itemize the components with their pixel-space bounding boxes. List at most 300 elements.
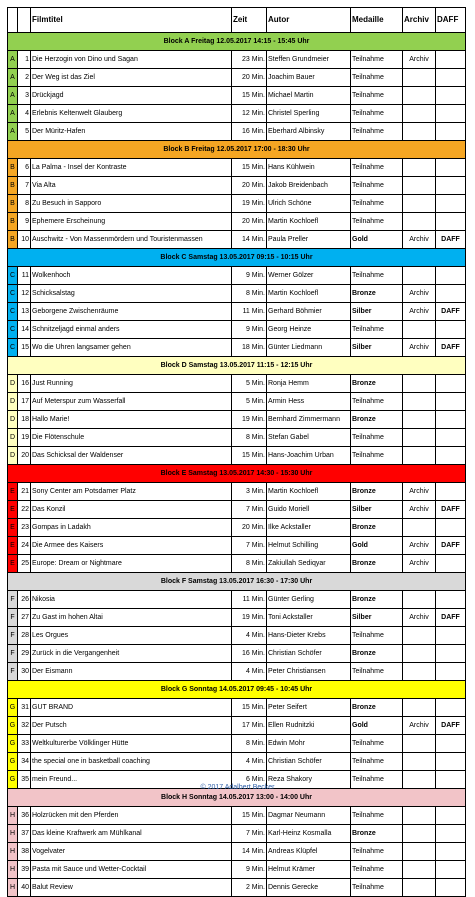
film-number: 34 [18, 753, 31, 771]
film-number: 18 [18, 411, 31, 429]
film-author: Bernhard Zimmermann [267, 411, 351, 429]
film-duration: 15 Min. [232, 447, 267, 465]
film-daff [436, 375, 466, 393]
film-number: 19 [18, 429, 31, 447]
film-daff [436, 807, 466, 825]
film-author: Ronja Hemm [267, 375, 351, 393]
film-duration: 9 Min. [232, 267, 267, 285]
film-archive [403, 267, 436, 285]
film-number: 15 [18, 339, 31, 357]
film-row [8, 843, 466, 861]
copyright-footer: © 2017 Adalbert Becker [200, 784, 275, 791]
film-archive [403, 735, 436, 753]
film-number: 13 [18, 303, 31, 321]
block-letter: A [8, 87, 18, 105]
film-author: Dennis Gerecke [267, 879, 351, 897]
film-author: Edwin Mohr [267, 735, 351, 753]
film-archive: Archiv [403, 285, 436, 303]
film-author: Martin Kochloefl [267, 483, 351, 501]
film-medal: Teilnahme [351, 753, 403, 771]
film-row [8, 375, 466, 393]
film-duration: 4 Min. [232, 753, 267, 771]
film-number: 4 [18, 105, 31, 123]
film-daff [436, 321, 466, 339]
block-letter: D [8, 447, 18, 465]
film-title: Das Schicksal der Waldenser [31, 447, 232, 465]
film-archive [403, 825, 436, 843]
film-archive [403, 105, 436, 123]
film-duration: 7 Min. [232, 537, 267, 555]
film-archive [403, 159, 436, 177]
film-medal: Bronze [351, 519, 403, 537]
film-row [8, 537, 466, 555]
film-number: 9 [18, 213, 31, 231]
film-row [8, 591, 466, 609]
film-author: Reza Shakory [267, 771, 351, 789]
film-duration: 11 Min. [232, 303, 267, 321]
film-title: Der Müritz-Hafen [31, 123, 232, 141]
film-row [8, 87, 466, 105]
block-letter: C [8, 285, 18, 303]
block-letter: D [8, 429, 18, 447]
film-author: Helmut Krämer [267, 861, 351, 879]
film-daff [436, 123, 466, 141]
film-archive [403, 627, 436, 645]
film-medal: Bronze [351, 285, 403, 303]
film-row [8, 69, 466, 87]
film-daff [436, 177, 466, 195]
film-title: Gompas in Ladakh [31, 519, 232, 537]
block-letter: H [8, 879, 18, 897]
film-number: 20 [18, 447, 31, 465]
film-daff [436, 627, 466, 645]
film-row [8, 519, 466, 537]
film-daff [436, 753, 466, 771]
film-medal: Bronze [351, 483, 403, 501]
film-author: Martin Kochloefl [267, 285, 351, 303]
film-daff: DAFF [436, 717, 466, 735]
header-empty-cell [18, 8, 31, 33]
film-number: 6 [18, 159, 31, 177]
film-row [8, 861, 466, 879]
film-title: Erlebnis Keltenwelt Glauberg [31, 105, 232, 123]
film-number: 1 [18, 51, 31, 69]
film-medal: Teilnahme [351, 663, 403, 681]
film-author: Toni Ackstaller [267, 609, 351, 627]
film-medal: Teilnahme [351, 123, 403, 141]
film-archive [403, 645, 436, 663]
film-medal: Gold [351, 537, 403, 555]
film-row [8, 825, 466, 843]
film-number: 22 [18, 501, 31, 519]
film-medal: Teilnahme [351, 429, 403, 447]
film-archive [403, 699, 436, 717]
film-archive [403, 195, 436, 213]
film-title: Les Orgues [31, 627, 232, 645]
block-header-row [8, 33, 466, 51]
block-header-row [8, 681, 466, 699]
film-author: Joachim Bauer [267, 69, 351, 87]
film-duration: 18 Min. [232, 339, 267, 357]
film-number: 5 [18, 123, 31, 141]
film-daff [436, 411, 466, 429]
film-duration: 19 Min. [232, 411, 267, 429]
block-letter: F [8, 591, 18, 609]
film-title: Zu Gast im hohen Altai [31, 609, 232, 627]
film-number: 32 [18, 717, 31, 735]
film-number: 8 [18, 195, 31, 213]
header-daff: DAFF [436, 8, 466, 33]
film-archive [403, 213, 436, 231]
film-medal: Teilnahme [351, 177, 403, 195]
film-title: Auf Meterspur zum Wasserfall [31, 393, 232, 411]
film-row [8, 195, 466, 213]
film-row [8, 501, 466, 519]
film-number: 23 [18, 519, 31, 537]
film-archive: Archiv [403, 609, 436, 627]
block-letter: B [8, 195, 18, 213]
film-duration: 9 Min. [232, 321, 267, 339]
film-title: Auschwitz - Von Massenmördern und Touristenmassen [31, 231, 232, 249]
film-daff [436, 69, 466, 87]
film-duration: 4 Min. [232, 627, 267, 645]
film-title: Schnitzeljagd einmal anders [31, 321, 232, 339]
film-medal: Teilnahme [351, 321, 403, 339]
film-row [8, 555, 466, 573]
film-medal: Bronze [351, 555, 403, 573]
block-letter: C [8, 339, 18, 357]
film-row [8, 51, 466, 69]
film-row [8, 663, 466, 681]
film-author: Peter Christiansen [267, 663, 351, 681]
film-medal: Bronze [351, 375, 403, 393]
film-author: Eberhard Albinsky [267, 123, 351, 141]
film-duration: 16 Min. [232, 123, 267, 141]
film-archive: Archiv [403, 303, 436, 321]
film-number: 27 [18, 609, 31, 627]
film-duration: 19 Min. [232, 195, 267, 213]
film-title: Wolkenhoch [31, 267, 232, 285]
film-author: Steffen Grundmeier [267, 51, 351, 69]
film-duration: 20 Min. [232, 177, 267, 195]
block-title: Block C Samstag 13.05.2017 09:15 - 10:15 Uhr [8, 249, 466, 267]
film-duration: 9 Min. [232, 861, 267, 879]
film-number: 26 [18, 591, 31, 609]
film-duration: 11 Min. [232, 591, 267, 609]
header-time: Zeit [232, 8, 267, 33]
film-title: Hallo Marie! [31, 411, 232, 429]
film-daff: DAFF [436, 303, 466, 321]
film-duration: 23 Min. [232, 51, 267, 69]
film-title: Die Herzogin von Dino und Sagan [31, 51, 232, 69]
film-duration: 15 Min. [232, 87, 267, 105]
block-letter: A [8, 69, 18, 87]
film-number: 35 [18, 771, 31, 789]
film-duration: 7 Min. [232, 501, 267, 519]
film-author: Dagmar Neumann [267, 807, 351, 825]
film-author: Martin Kochloefl [267, 213, 351, 231]
block-letter: F [8, 645, 18, 663]
film-daff [436, 483, 466, 501]
block-letter: D [8, 411, 18, 429]
film-archive [403, 375, 436, 393]
block-header-row [8, 141, 466, 159]
film-author: Georg Heinze [267, 321, 351, 339]
film-archive [403, 411, 436, 429]
film-duration: 3 Min. [232, 483, 267, 501]
film-duration: 15 Min. [232, 699, 267, 717]
film-archive [403, 447, 436, 465]
film-archive: Archiv [403, 51, 436, 69]
film-daff [436, 267, 466, 285]
film-number: 37 [18, 825, 31, 843]
film-daff [436, 699, 466, 717]
film-number: 30 [18, 663, 31, 681]
film-archive: Archiv [403, 537, 436, 555]
film-daff: DAFF [436, 501, 466, 519]
film-title: GUT BRAND [31, 699, 232, 717]
film-medal: Silber [351, 501, 403, 519]
film-row [8, 429, 466, 447]
film-title: Der Eismann [31, 663, 232, 681]
film-row [8, 735, 466, 753]
film-archive [403, 663, 436, 681]
film-medal: Teilnahme [351, 735, 403, 753]
film-author: Stefan Gabel [267, 429, 351, 447]
film-archive [403, 753, 436, 771]
film-title: Vogelvater [31, 843, 232, 861]
header-empty-cell [8, 8, 18, 33]
film-author: Gerhard Böhmier [267, 303, 351, 321]
film-author: Ilke Ackstaller [267, 519, 351, 537]
film-title: Wo die Uhren langsamer gehen [31, 339, 232, 357]
film-row [8, 213, 466, 231]
film-daff: DAFF [436, 537, 466, 555]
film-author: Günter Gerling [267, 591, 351, 609]
film-number: 31 [18, 699, 31, 717]
block-letter: F [8, 627, 18, 645]
film-title: La Palma - Insel der Kontraste [31, 159, 232, 177]
film-number: 14 [18, 321, 31, 339]
film-author: Helmut Schilling [267, 537, 351, 555]
film-number: 25 [18, 555, 31, 573]
film-duration: 8 Min. [232, 285, 267, 303]
block-letter: H [8, 843, 18, 861]
film-author: Karl-Heinz Kosmalla [267, 825, 351, 843]
film-archive [403, 807, 436, 825]
film-daff [436, 393, 466, 411]
film-medal: Teilnahme [351, 213, 403, 231]
film-author: Christian Schöfer [267, 753, 351, 771]
film-row [8, 303, 466, 321]
block-letter: B [8, 231, 18, 249]
film-title: Drückjagd [31, 87, 232, 105]
film-medal: Teilnahme [351, 267, 403, 285]
film-author: Hans Kühlwein [267, 159, 351, 177]
film-daff [436, 645, 466, 663]
film-archive [403, 321, 436, 339]
film-daff [436, 447, 466, 465]
block-title: Block B Freitag 12.05.2017 17:00 - 18:30 Uhr [8, 141, 466, 159]
film-row [8, 699, 466, 717]
film-author: Andreas Klüpfel [267, 843, 351, 861]
film-medal: Bronze [351, 645, 403, 663]
film-daff: DAFF [436, 609, 466, 627]
film-duration: 7 Min. [232, 825, 267, 843]
block-letter: A [8, 123, 18, 141]
film-title: Just Running [31, 375, 232, 393]
film-row [8, 627, 466, 645]
film-title: Die Armee des Kaisers [31, 537, 232, 555]
film-medal: Teilnahme [351, 87, 403, 105]
film-medal: Teilnahme [351, 843, 403, 861]
block-header-row [8, 789, 466, 807]
film-row [8, 753, 466, 771]
film-archive: Archiv [403, 483, 436, 501]
film-title: Zu Besuch in Sapporo [31, 195, 232, 213]
film-duration: 8 Min. [232, 735, 267, 753]
block-letter: F [8, 663, 18, 681]
block-letter: G [8, 735, 18, 753]
film-title: Europe: Dream or Nightmare [31, 555, 232, 573]
film-row [8, 267, 466, 285]
film-duration: 2 Min. [232, 879, 267, 897]
block-letter: G [8, 753, 18, 771]
film-archive [403, 123, 436, 141]
film-medal: Silber [351, 303, 403, 321]
film-duration: 19 Min. [232, 609, 267, 627]
film-title: Pasta mit Sauce und Wetter-Cocktail [31, 861, 232, 879]
film-daff [436, 195, 466, 213]
film-number: 16 [18, 375, 31, 393]
film-number: 3 [18, 87, 31, 105]
film-title: Holzrücken mit den Pferden [31, 807, 232, 825]
film-author: Hans-Dieter Krebs [267, 627, 351, 645]
header-row [8, 8, 466, 33]
block-header-row [8, 249, 466, 267]
film-number: 7 [18, 177, 31, 195]
block-letter: D [8, 393, 18, 411]
film-medal: Teilnahme [351, 807, 403, 825]
film-row [8, 645, 466, 663]
film-row [8, 339, 466, 357]
film-author: Armin Hess [267, 393, 351, 411]
block-letter: G [8, 699, 18, 717]
film-daff [436, 429, 466, 447]
film-daff [436, 87, 466, 105]
block-letter: E [8, 555, 18, 573]
block-letter: C [8, 321, 18, 339]
film-number: 36 [18, 807, 31, 825]
film-daff [436, 843, 466, 861]
block-letter: E [8, 501, 18, 519]
film-row [8, 123, 466, 141]
header-film-title: Filmtitel [31, 8, 232, 33]
film-row [8, 177, 466, 195]
film-daff [436, 213, 466, 231]
film-archive [403, 519, 436, 537]
film-duration: 4 Min. [232, 663, 267, 681]
block-title: Block F Samstag 13.05.2017 16:30 - 17:30 Uhr [8, 573, 466, 591]
film-archive [403, 843, 436, 861]
film-daff [436, 663, 466, 681]
block-letter: F [8, 609, 18, 627]
film-archive [403, 177, 436, 195]
film-medal: Teilnahme [351, 159, 403, 177]
film-archive [403, 69, 436, 87]
film-author: Hans-Joachim Urban [267, 447, 351, 465]
film-title: Schicksalstag [31, 285, 232, 303]
film-author: Christel Sperling [267, 105, 351, 123]
film-number: 17 [18, 393, 31, 411]
film-medal: Silber [351, 339, 403, 357]
film-author: Michael Martin [267, 87, 351, 105]
film-duration: 14 Min. [232, 843, 267, 861]
film-archive: Archiv [403, 501, 436, 519]
film-row [8, 807, 466, 825]
film-daff: DAFF [436, 231, 466, 249]
film-daff [436, 861, 466, 879]
film-author: Guido Moriell [267, 501, 351, 519]
film-title: Geborgene Zwischenräume [31, 303, 232, 321]
film-duration: 8 Min. [232, 429, 267, 447]
film-title: Der Putsch [31, 717, 232, 735]
film-daff [436, 825, 466, 843]
film-number: 29 [18, 645, 31, 663]
film-duration: 15 Min. [232, 807, 267, 825]
block-letter: C [8, 267, 18, 285]
film-row [8, 321, 466, 339]
film-daff [436, 105, 466, 123]
film-duration: 8 Min. [232, 555, 267, 573]
film-archive: Archiv [403, 231, 436, 249]
film-title: Das Konzil [31, 501, 232, 519]
film-daff: DAFF [436, 339, 466, 357]
block-title: Block H Sonntag 14.05.2017 13:00 - 14:00 Uhr [8, 789, 466, 807]
film-archive [403, 591, 436, 609]
film-medal: Bronze [351, 591, 403, 609]
film-archive [403, 429, 436, 447]
film-medal: Gold [351, 717, 403, 735]
film-duration: 14 Min. [232, 231, 267, 249]
film-daff [436, 879, 466, 897]
block-header-row [8, 573, 466, 591]
film-title: the special one in basketball coaching [31, 753, 232, 771]
block-letter: C [8, 303, 18, 321]
film-number: 40 [18, 879, 31, 897]
film-duration: 20 Min. [232, 519, 267, 537]
film-row [8, 717, 466, 735]
film-row [8, 609, 466, 627]
film-row [8, 879, 466, 897]
film-archive: Archiv [403, 339, 436, 357]
film-archive [403, 861, 436, 879]
film-title: Via Alta [31, 177, 232, 195]
film-author: Peter Seifert [267, 699, 351, 717]
block-header-row [8, 357, 466, 375]
film-duration: 5 Min. [232, 393, 267, 411]
film-number: 12 [18, 285, 31, 303]
block-letter: D [8, 375, 18, 393]
film-archive [403, 879, 436, 897]
film-row [8, 447, 466, 465]
festival-schedule-table [7, 7, 466, 897]
header-author: Autor [267, 8, 351, 33]
film-author: Christian Schöfer [267, 645, 351, 663]
film-daff [436, 51, 466, 69]
block-letter: B [8, 177, 18, 195]
film-medal: Bronze [351, 411, 403, 429]
